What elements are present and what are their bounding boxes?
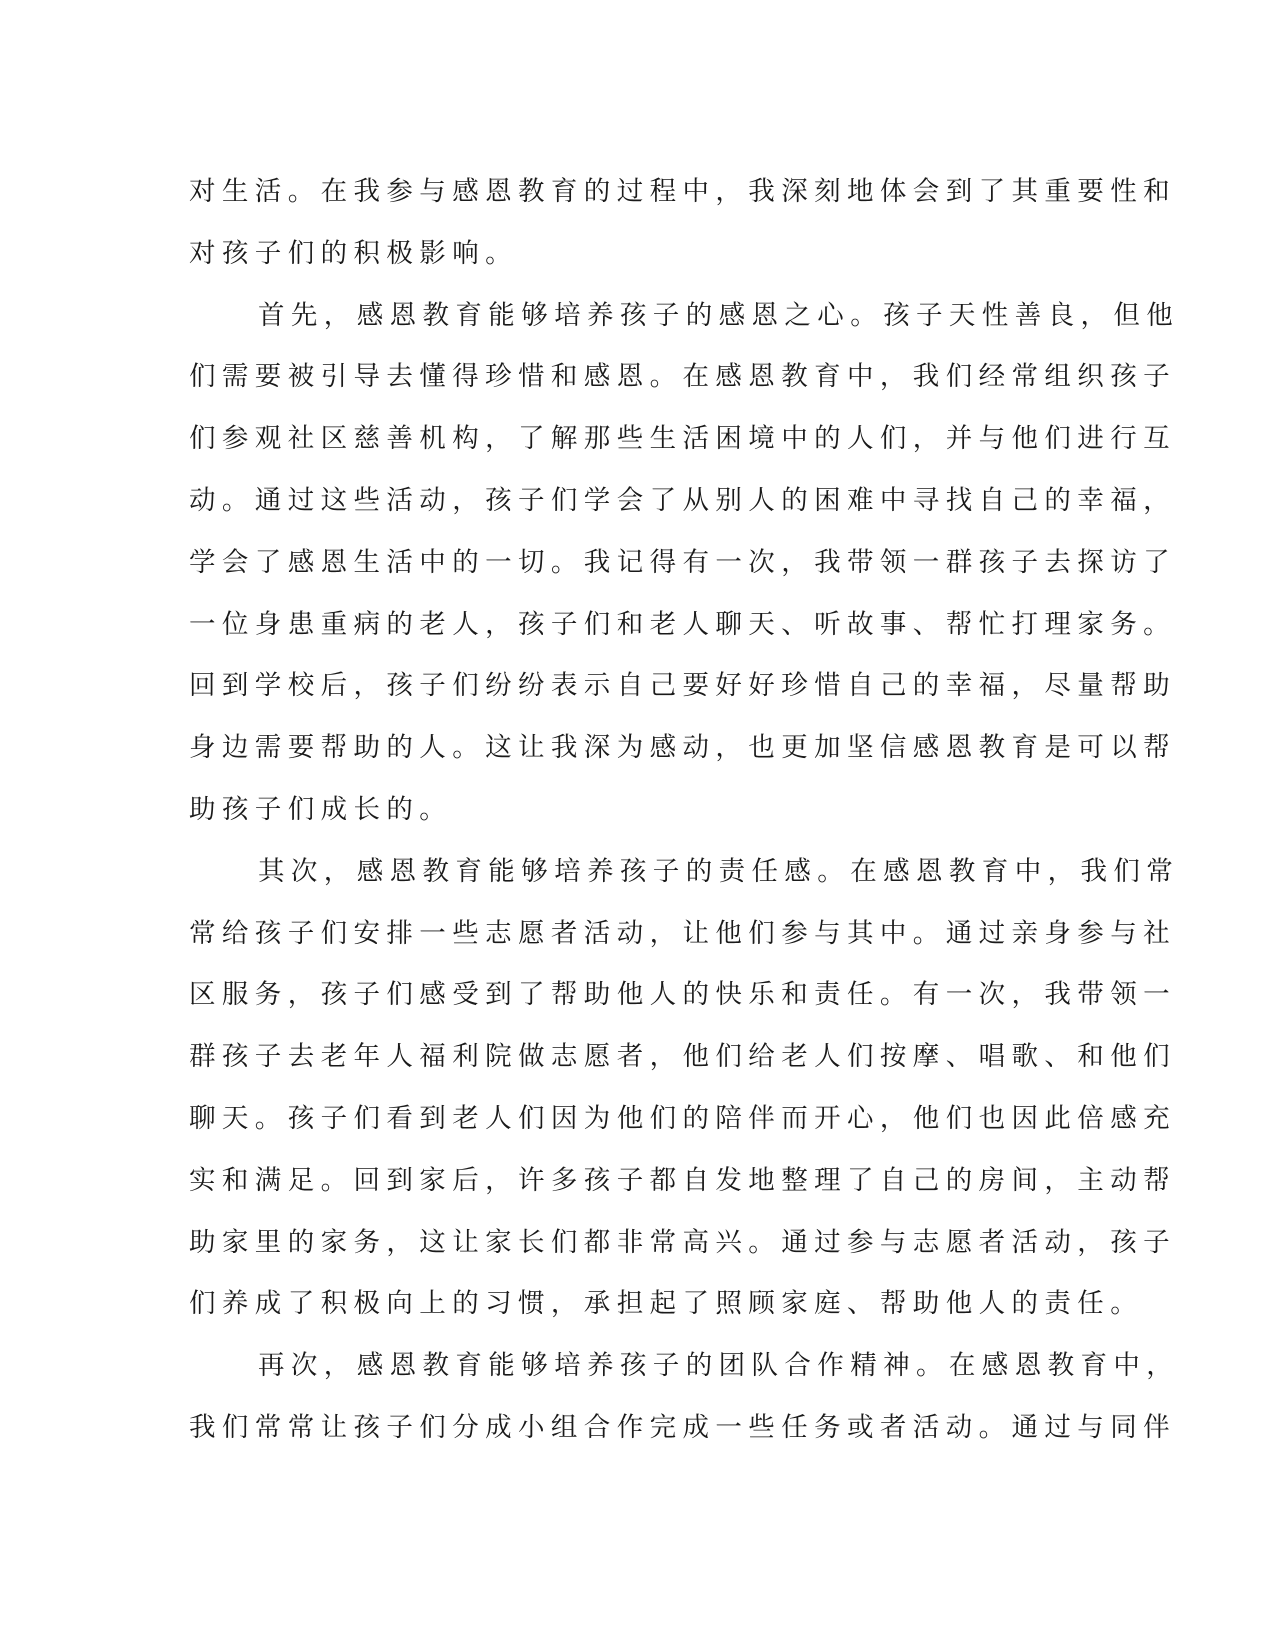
paragraph-3-line-4: 群孩子去老年人福利院做志愿者，他们给老人们按摩、唱歌、和他们 — [189, 1041, 1176, 1073]
paragraph-3-line-2: 常给孩子们安排一些志愿者活动，让他们参与其中。通过亲身参与社 — [189, 917, 1176, 949]
paragraph-2-line-8: 身边需要帮助的人。这让我深为感动，也更加坚信感恩教育是可以帮 — [189, 732, 1176, 764]
document-body — [189, 161, 1180, 1459]
paragraph-2-line-2: 们需要被引导去懂得珍惜和感恩。在感恩教育中，我们经常组织孩子 — [189, 361, 1176, 393]
paragraph-3-line-3: 区服务，孩子们感受到了帮助他人的快乐和责任。有一次，我带领一 — [189, 979, 1176, 1011]
paragraph-3-line-1: 其次，感恩教育能够培养孩子的责任感。在感恩教育中，我们常 — [258, 855, 1180, 887]
paragraph-1-line-1: 对生活。在我参与感恩教育的过程中，我深刻地体会到了其重要性和 — [189, 176, 1176, 207]
paragraph-3-line-5: 聊天。孩子们看到老人们因为他们的陪伴而开心，他们也因此倍感充 — [189, 1102, 1176, 1134]
paragraph-2-line-3: 们参观社区慈善机构，了解那些生活困境中的人们，并与他们进行互 — [189, 423, 1176, 455]
paragraph-3-line-6: 实和满足。回到家后，许多孩子都自发地整理了自己的房间，主动帮 — [189, 1164, 1176, 1196]
paragraph-2-line-1: 首先，感恩教育能够培养孩子的感恩之心。孩子天性善良，但他 — [258, 299, 1180, 331]
paragraph-4-line-2: 我们常常让孩子们分成小组合作完成一些任务或者活动。通过与同伴 — [189, 1411, 1176, 1443]
paragraph-1-line-2: 对孩子们的积极影响。 — [189, 237, 518, 269]
paragraph-3-line-7: 助家里的家务，这让家长们都非常高兴。通过参与志愿者活动，孩子 — [189, 1226, 1176, 1258]
paragraph-2-line-7: 回到学校后，孩子们纷纷表示自己要好好珍惜自己的幸福，尽量帮助 — [189, 670, 1176, 702]
paragraph-2-line-9: 助孩子们成长的。 — [189, 793, 453, 825]
paragraph-2-line-5: 学会了感恩生活中的一切。我记得有一次，我带领一群孩子去探访了 — [189, 546, 1176, 578]
paragraph-2-line-4: 动。通过这些活动，孩子们学会了从别人的困难中寻找自己的幸福， — [189, 484, 1176, 516]
paragraph-2-line-6: 一位身患重病的老人，孩子们和老人聊天、听故事、帮忙打理家务。 — [189, 608, 1176, 640]
paragraph-3-line-8: 们养成了积极向上的习惯，承担起了照顾家庭、帮助他人的责任。 — [189, 1288, 1144, 1320]
paragraph-4-line-1: 再次，感恩教育能够培养孩子的团队合作精神。在感恩教育中， — [258, 1350, 1180, 1382]
